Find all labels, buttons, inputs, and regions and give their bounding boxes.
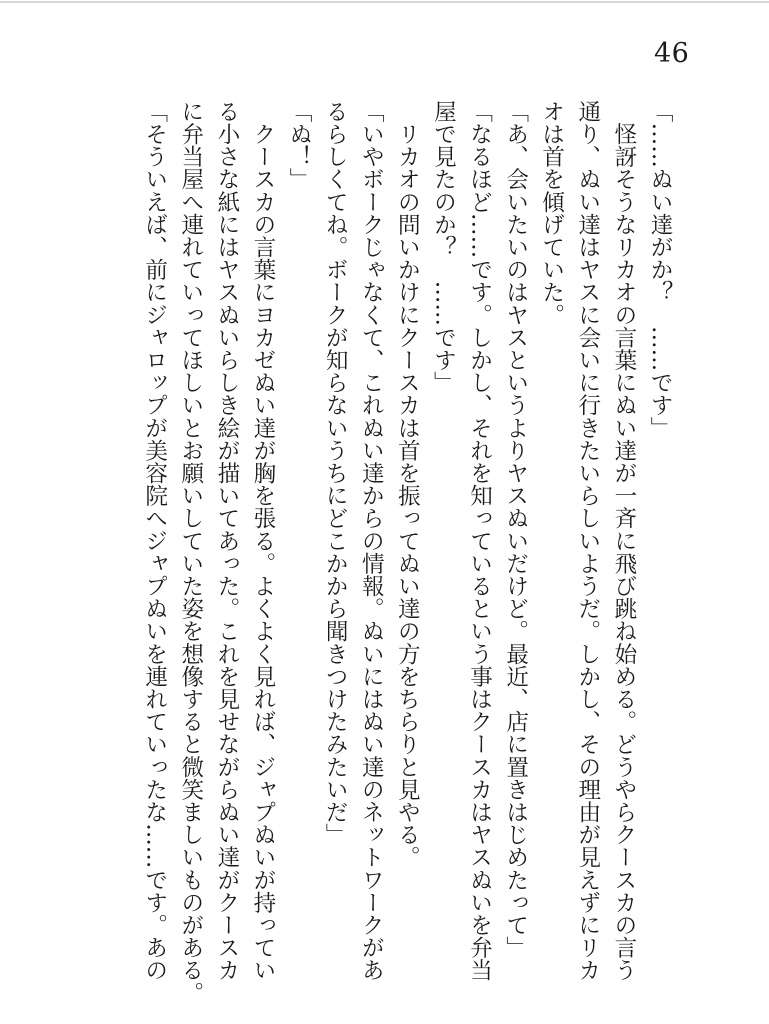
- text-column: 「ぬ！」: [286, 100, 313, 191]
- text-column: 屋で見たのか？ ……です」: [430, 100, 457, 394]
- vertical-text-body: [137, 100, 678, 1005]
- text-column: 「……ぬい達がか？ ……です」: [647, 100, 673, 439]
- page-number: 46: [654, 38, 690, 69]
- text-column: オは首を傾げていた。: [538, 100, 565, 326]
- text-column: る小さな紙にはヤスぬいらしき絵が描いてあった。これを見せながらぬい達がクースカ: [213, 100, 240, 982]
- text-column: クースカの言葉にヨカゼぬい達が胸を張る。よくよく見れば、ジャプぬいが持ってい: [249, 100, 276, 982]
- text-column: 「なるほど……です。しかし、それを知っているという事はクースカはヤスぬいを弁当: [466, 100, 493, 982]
- text-column: に弁当屋へ連れていってほしいとお願いしていた姿を想像すると微笑ましいものがある。: [177, 100, 204, 1004]
- text-column: 「そういえば、前にジャロップが美容院へジャプぬいを連れていったな……です。あの: [141, 100, 168, 982]
- text-column: 通り、ぬい達はヤスに会いに行きたいらしいようだ。しかし、その理由が見えずにリカ: [574, 100, 601, 982]
- text-column: 怪訝そうなリカオの言葉にぬい達が一斉に飛び跳ね始める。どうやらクースカの言う: [610, 100, 637, 982]
- text-column: 「あ、会いたいのはヤスというよりヤスぬいだけど。最近、店に置きはじめたって」: [502, 100, 529, 959]
- top-edge-rule: [0, 1, 769, 3]
- text-column: リカオの問いかけにクースカは首を振ってぬい達の方をちらりと見やる。: [394, 100, 421, 869]
- text-column: るらしくてね。ボークが知らないうちにどこかから聞きつけたみたいだ」: [322, 100, 349, 846]
- text-column: 「いやボークじゃなくて、これぬい達からの情報。ぬいにはぬい達のネットワークがあ: [358, 100, 385, 982]
